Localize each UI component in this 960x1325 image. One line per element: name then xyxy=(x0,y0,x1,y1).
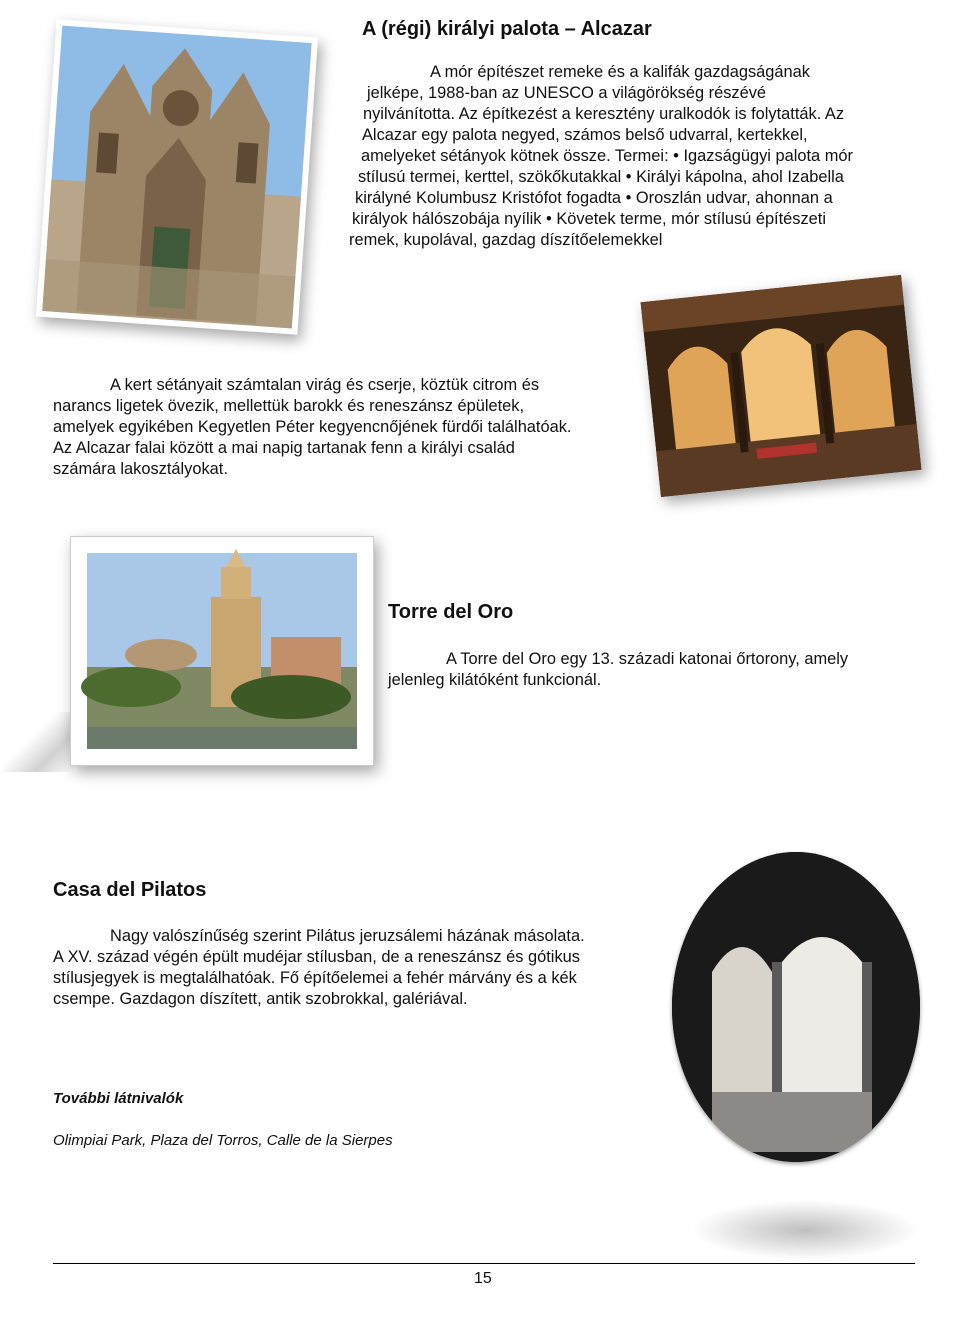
more-sights-heading: További látnivalók xyxy=(53,1090,184,1107)
text-line: remek, kupolával, gazdag díszítőelemekkel xyxy=(349,231,663,249)
alcazar-interior-photo xyxy=(640,275,921,497)
cathedral-photo xyxy=(36,19,318,335)
casa-del-pilatos-photo xyxy=(672,852,920,1162)
text-line: A mór építészet remeke és a kalifák gazdagságának xyxy=(430,63,810,81)
footer-divider xyxy=(53,1263,915,1264)
text-line: Nagy valószínűség szerint Pilátus jeruzsálemi házának másolata. xyxy=(110,927,585,945)
text-line: A XV. század végén épült mudéjar stílusban, de a reneszánsz és gótikus xyxy=(53,948,580,966)
text-line: számára lakosztályokat. xyxy=(53,460,228,478)
alcazar-title: A (régi) királyi palota – Alcazar xyxy=(362,18,652,40)
photo-shadow xyxy=(4,712,74,772)
casa-title: Casa del Pilatos xyxy=(53,879,207,901)
text-line: A kert sétányait számtalan virág és cserje, köztük citrom és xyxy=(110,376,540,394)
text-line: királyné Kolumbusz Kristófot fogadta • Oroszlán udvar, ahonnan a xyxy=(355,189,833,207)
text-line: amelyek egyikében Kegyetlen Péter kegyencnőjének fürdői találhatóak. xyxy=(53,418,572,436)
text-line: A Torre del Oro egy 13. századi katonai őrtorony, amely xyxy=(446,650,849,668)
photo-shadow xyxy=(690,1200,920,1260)
text-line: narancs ligetek övezik, mellettük barokk és reneszánsz épületek, xyxy=(53,397,525,415)
text-line: csempe. Gazdagon díszített, antik szobrokkal, galériával. xyxy=(53,990,468,1008)
text-line: stílusjegyek is megtalálhatóak. Fő építőelemei a fehér márvány és a kék xyxy=(53,969,577,987)
text-line: stílusú termei, kerttel, szökőkutakkal • Királyi kápolna, ahol Izabella xyxy=(358,168,844,186)
more-sights-list: Olimpiai Park, Plaza del Torros, Calle de la Sierpes xyxy=(53,1132,393,1149)
text-line: jelképe, 1988-ban az UNESCO a világörökség részévé xyxy=(367,84,767,102)
text-line: nyilvánította. Az építkezést a keresztény uralkodók is folytatták. Az xyxy=(363,105,845,123)
torre-title: Torre del Oro xyxy=(388,601,514,623)
text-line: Az Alcazar falai között a mai napig tartanak fenn a királyi család xyxy=(53,439,515,457)
text-line: amelyeket sétányok kötnek össze. Termei: • Igazságügyi palota mór xyxy=(361,147,853,165)
page-number: 15 xyxy=(474,1270,492,1287)
torre-del-oro-photo xyxy=(70,536,374,766)
text-line: Alcazar egy palota negyed, számos belső udvarral, kertekkel, xyxy=(362,126,808,144)
text-line: jelenleg kilátóként funkcionál. xyxy=(388,671,602,689)
text-line: királyok hálószobája nyílik • Követek terme, mór stílusú építészeti xyxy=(352,210,826,228)
